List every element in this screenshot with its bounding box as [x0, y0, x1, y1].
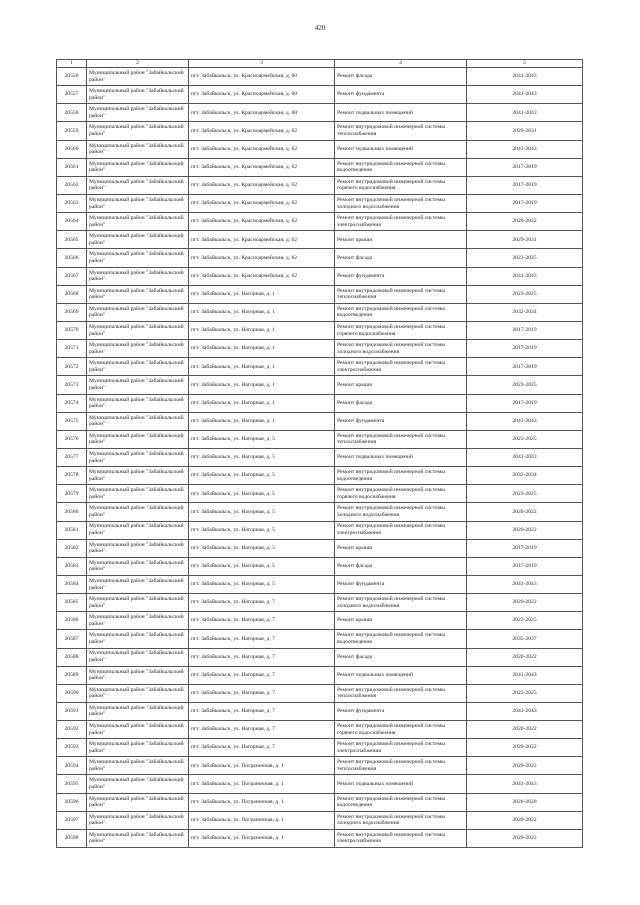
years-cell: 2041-2043 [467, 104, 583, 122]
row-number-cell: 20569 [57, 303, 87, 321]
table-row [57, 811, 583, 829]
years-cell: 2020-2022 [467, 829, 583, 847]
column-number: 2 [87, 60, 189, 68]
district-cell: Муниципальный район "Забайкальский район" [87, 430, 189, 448]
row-number-cell: 20565 [57, 231, 87, 249]
address-cell: пгт. Забайкальск, ул. Нагорная, д. 5 [189, 448, 335, 466]
address-cell: пгт. Забайкальск, ул. Нагорная, д. 5 [189, 557, 335, 575]
years-cell: 2017-2019 [467, 340, 583, 358]
years-cell: 2020-2022 [467, 213, 583, 231]
work-type-cell: Ремонт внутридомовой инженерной системы теплоснабжения [335, 122, 467, 140]
row-number-cell: 20560 [57, 140, 87, 158]
row-number-cell: 20568 [57, 285, 87, 303]
address-cell: пгт. Забайкальск, ул. Нагорная, д. 7 [189, 612, 335, 630]
row-number-cell: 20592 [57, 721, 87, 739]
table-row [57, 140, 583, 158]
column-number: 3 [189, 60, 335, 68]
table-row [57, 612, 583, 630]
district-cell: Муниципальный район "Забайкальский район" [87, 231, 189, 249]
district-cell: Муниципальный район "Забайкальский район" [87, 176, 189, 194]
years-cell: 2041-2043 [467, 775, 583, 793]
address-cell: пгт. Забайкальск, ул. Нагорная, д. 1 [189, 376, 335, 394]
row-number-cell: 20581 [57, 521, 87, 539]
address-cell: пгт. Забайкальск, ул. Красноармейская, д. 62 [189, 213, 335, 231]
table-row [57, 829, 583, 847]
table-row [57, 594, 583, 612]
table-row [57, 122, 583, 140]
district-cell: Муниципальный район "Забайкальский район" [87, 68, 189, 86]
work-type-cell: Ремонт внутридомовой инженерной системы горячего водоснабжения [335, 176, 467, 194]
years-cell: 2017-2019 [467, 394, 583, 412]
row-number-cell: 20556 [57, 68, 87, 86]
table-row [57, 194, 583, 212]
work-type-cell: Ремонт внутридомовой инженерной системы горячего водоснабжения [335, 721, 467, 739]
work-type-cell: Ремонт внутридомовой инженерной системы холодного водоснабжения [335, 594, 467, 612]
work-type-cell: Ремонт внутридомовой инженерной системы теплоснабжения [335, 684, 467, 702]
district-cell: Муниципальный район "Забайкальский район" [87, 702, 189, 720]
work-type-cell: Ремонт внутридомовой инженерной системы электроснабжения [335, 739, 467, 757]
address-cell: пгт. Забайкальск, ул. Нагорная, д. 5 [189, 430, 335, 448]
years-cell: 2041-2043 [467, 140, 583, 158]
address-cell: пгт. Забайкальск, ул. Нагорная, д. 7 [189, 721, 335, 739]
years-cell: 2020-2022 [467, 503, 583, 521]
district-cell: Муниципальный район "Забайкальский район" [87, 213, 189, 231]
district-cell: Муниципальный район "Забайкальский район" [87, 557, 189, 575]
work-type-cell: Ремонт фундамента [335, 575, 467, 593]
address-cell: пгт. Забайкальск, ул. Нагорная, д. 7 [189, 702, 335, 720]
work-type-cell: Ремонт подвальных помещений [335, 448, 467, 466]
years-cell: 2023-2025 [467, 612, 583, 630]
row-number-cell: 20573 [57, 376, 87, 394]
address-cell: пгт. Забайкальск, ул. Нагорная, д. 7 [189, 594, 335, 612]
years-cell: 2035-2037 [467, 630, 583, 648]
address-cell: пгт. Забайкальск, ул. Красноармейская, д. 62 [189, 140, 335, 158]
work-type-cell: Ремонт внутридомовой инженерной системы водоотведения [335, 467, 467, 485]
table-row [57, 648, 583, 666]
district-cell: Муниципальный район "Забайкальский район" [87, 739, 189, 757]
district-cell: Муниципальный район "Забайкальский район" [87, 358, 189, 376]
row-number-cell: 20571 [57, 340, 87, 358]
table-row [57, 557, 583, 575]
row-number-cell: 20596 [57, 793, 87, 811]
row-number-cell: 20590 [57, 684, 87, 702]
row-number-cell: 20564 [57, 213, 87, 231]
row-number-cell: 20585 [57, 594, 87, 612]
district-cell: Муниципальный район "Забайкальский район" [87, 503, 189, 521]
address-cell: пгт. Забайкальск, ул. Нагорная, д. 7 [189, 684, 335, 702]
table-row [57, 358, 583, 376]
row-number-cell: 20580 [57, 503, 87, 521]
table-row [57, 684, 583, 702]
years-cell: 2023-2025 [467, 485, 583, 503]
work-type-cell: Ремонт крыши [335, 231, 467, 249]
address-cell: пгт. Забайкальск, ул. Пограничная, д. 1 [189, 775, 335, 793]
row-number-cell: 20567 [57, 267, 87, 285]
work-type-cell: Ремонт внутридомовой инженерной системы водоотведения [335, 158, 467, 176]
district-cell: Муниципальный район "Забайкальский район" [87, 321, 189, 339]
district-cell: Муниципальный район "Забайкальский район" [87, 648, 189, 666]
table-row [57, 539, 583, 557]
years-cell: 2029-2031 [467, 122, 583, 140]
district-cell: Муниципальный район "Забайкальский район" [87, 684, 189, 702]
table-row [57, 702, 583, 720]
work-type-cell: Ремонт фасада [335, 557, 467, 575]
district-cell: Муниципальный район "Забайкальский район" [87, 630, 189, 648]
row-number-cell: 20595 [57, 775, 87, 793]
district-cell: Муниципальный район "Забайкальский район" [87, 376, 189, 394]
address-cell: пгт. Забайкальск, ул. Пограничная, д. 1 [189, 811, 335, 829]
years-cell: 2041-2043 [467, 575, 583, 593]
district-cell: Муниципальный район "Забайкальский район" [87, 267, 189, 285]
address-cell: пгт. Забайкальск, ул. Нагорная, д. 1 [189, 285, 335, 303]
work-type-cell: Ремонт фасада [335, 249, 467, 267]
address-cell: пгт. Забайкальск, ул. Нагорная, д. 1 [189, 321, 335, 339]
district-cell: Муниципальный район "Забайкальский район" [87, 303, 189, 321]
work-type-cell: Ремонт внутридомовой инженерной системы водоотведения [335, 630, 467, 648]
work-type-cell: Ремонт фундамента [335, 702, 467, 720]
work-type-cell: Ремонт внутридомовой инженерной системы теплоснабжения [335, 430, 467, 448]
district-cell: Муниципальный район "Забайкальский район" [87, 86, 189, 104]
work-type-cell: Ремонт внутридомовой инженерной системы холодного водоснабжения [335, 194, 467, 212]
row-number-cell: 20578 [57, 467, 87, 485]
address-cell: пгт. Забайкальск, ул. Нагорная, д. 1 [189, 340, 335, 358]
row-number-cell: 20583 [57, 557, 87, 575]
row-number-cell: 20566 [57, 249, 87, 267]
years-cell: 2041-2043 [467, 412, 583, 430]
years-cell: 2017-2019 [467, 321, 583, 339]
district-cell: Муниципальный район "Забайкальский район" [87, 721, 189, 739]
row-number-cell: 20594 [57, 757, 87, 775]
row-number-cell: 20576 [57, 430, 87, 448]
address-cell: пгт. Забайкальск, ул. Красноармейская, д. 62 [189, 176, 335, 194]
years-cell: 2020-2022 [467, 648, 583, 666]
work-type-cell: Ремонт фундамента [335, 86, 467, 104]
table-row [57, 158, 583, 176]
work-type-cell: Ремонт подвальных помещений [335, 104, 467, 122]
work-type-cell: Ремонт внутридомовой инженерной системы горячего водоснабжения [335, 485, 467, 503]
row-number-cell: 20579 [57, 485, 87, 503]
work-type-cell: Ремонт крыши [335, 539, 467, 557]
district-cell: Муниципальный район "Забайкальский район" [87, 666, 189, 684]
table-row [57, 267, 583, 285]
district-cell: Муниципальный район "Забайкальский район" [87, 612, 189, 630]
row-number-cell: 20577 [57, 448, 87, 466]
years-cell: 2023-2025 [467, 430, 583, 448]
years-cell: 2017-2019 [467, 539, 583, 557]
column-number: 1 [57, 60, 87, 68]
table-row [57, 430, 583, 448]
years-cell: 2032-2034 [467, 467, 583, 485]
years-cell: 2020-2022 [467, 721, 583, 739]
address-cell: пгт. Забайкальск, ул. Нагорная, д. 1 [189, 303, 335, 321]
district-cell: Муниципальный район "Забайкальский район" [87, 757, 189, 775]
address-cell: пгт. Забайкальск, ул. Пограничная, д. 1 [189, 793, 335, 811]
district-cell: Муниципальный район "Забайкальский район" [87, 467, 189, 485]
table-row [57, 775, 583, 793]
years-cell: 2020-2022 [467, 811, 583, 829]
row-number-cell: 20586 [57, 612, 87, 630]
district-cell: Муниципальный район "Забайкальский район" [87, 793, 189, 811]
column-number-row [57, 60, 583, 68]
table-row [57, 321, 583, 339]
work-type-cell: Ремонт внутридомовой инженерной системы горячего водоснабжения [335, 321, 467, 339]
years-cell: 2023-2025 [467, 684, 583, 702]
address-cell: пгт. Забайкальск, ул. Красноармейская, д. 62 [189, 158, 335, 176]
address-cell: пгт. Забайкальск, ул. Нагорная, д. 1 [189, 412, 335, 430]
column-number: 4 [335, 60, 467, 68]
table-row [57, 394, 583, 412]
years-cell: 2017-2019 [467, 358, 583, 376]
district-cell: Муниципальный район "Забайкальский район" [87, 575, 189, 593]
years-cell: 2020-2022 [467, 739, 583, 757]
district-cell: Муниципальный район "Забайкальский район" [87, 194, 189, 212]
address-cell: пгт. Забайкальск, ул. Нагорная, д. 7 [189, 739, 335, 757]
table-row [57, 86, 583, 104]
table-row [57, 249, 583, 267]
work-type-cell: Ремонт внутридомовой инженерной системы теплоснабжения [335, 757, 467, 775]
years-cell: 2023-2025 [467, 249, 583, 267]
table-row [57, 666, 583, 684]
district-cell: Муниципальный район "Забайкальский район" [87, 412, 189, 430]
row-number-cell: 20562 [57, 176, 87, 194]
table-row [57, 412, 583, 430]
years-cell: 2041-2043 [467, 666, 583, 684]
address-cell: пгт. Забайкальск, ул. Нагорная, д. 5 [189, 539, 335, 557]
address-cell: пгт. Забайкальск, ул. Нагорная, д. 7 [189, 630, 335, 648]
district-cell: Муниципальный район "Забайкальский район" [87, 104, 189, 122]
address-cell: пгт. Забайкальск, ул. Нагорная, д. 5 [189, 467, 335, 485]
table-row [57, 285, 583, 303]
district-cell: Муниципальный район "Забайкальский район" [87, 811, 189, 829]
row-number-cell: 20570 [57, 321, 87, 339]
work-type-cell: Ремонт внутридомовой инженерной системы холодного водоснабжения [335, 503, 467, 521]
table-row [57, 575, 583, 593]
work-type-cell: Ремонт внутридомовой инженерной системы электроснабжения [335, 829, 467, 847]
work-type-cell: Ремонт внутридомовой инженерной системы водоотведения [335, 793, 467, 811]
district-cell: Муниципальный район "Забайкальский район" [87, 249, 189, 267]
address-cell: пгт. Забайкальск, ул. Нагорная, д. 7 [189, 666, 335, 684]
work-type-cell: Ремонт фундамента [335, 267, 467, 285]
row-number-cell: 20574 [57, 394, 87, 412]
years-cell: 2023-2025 [467, 376, 583, 394]
work-type-cell: Ремонт подвальных помещений [335, 666, 467, 684]
address-cell: пгт. Забайкальск, ул. Нагорная, д. 1 [189, 358, 335, 376]
years-cell: 2029-2031 [467, 231, 583, 249]
registry-table [56, 59, 583, 848]
table-row [57, 176, 583, 194]
table-row [57, 721, 583, 739]
district-cell: Муниципальный район "Забайкальский район" [87, 158, 189, 176]
address-cell: пгт. Забайкальск, ул. Пограничная, д. 1 [189, 757, 335, 775]
table-row [57, 757, 583, 775]
years-cell: 2032-2034 [467, 303, 583, 321]
district-cell: Муниципальный район "Забайкальский район" [87, 448, 189, 466]
work-type-cell: Ремонт внутридомовой инженерной системы электроснабжения [335, 213, 467, 231]
work-type-cell: Ремонт фасада [335, 394, 467, 412]
district-cell: Муниципальный район "Забайкальский район" [87, 829, 189, 847]
table-row [57, 467, 583, 485]
district-cell: Муниципальный район "Забайкальский район" [87, 775, 189, 793]
work-type-cell: Ремонт фасада [335, 68, 467, 86]
work-type-cell: Ремонт внутридомовой инженерной системы водоотведения [335, 303, 467, 321]
row-number-cell: 20589 [57, 666, 87, 684]
row-number-cell: 20582 [57, 539, 87, 557]
district-cell: Муниципальный район "Забайкальский район" [87, 122, 189, 140]
table-row [57, 303, 583, 321]
address-cell: пгт. Забайкальск, ул. Красноармейская, д. 60 [189, 104, 335, 122]
years-cell: 2041-2043 [467, 448, 583, 466]
address-cell: пгт. Забайкальск, ул. Нагорная, д. 5 [189, 521, 335, 539]
work-type-cell: Ремонт внутридомовой инженерной системы электроснабжения [335, 358, 467, 376]
address-cell: пгт. Забайкальск, ул. Нагорная, д. 5 [189, 485, 335, 503]
years-cell: 2041-2043 [467, 86, 583, 104]
years-cell: 2026-2028 [467, 793, 583, 811]
table-row [57, 340, 583, 358]
work-type-cell: Ремонт внутридомовой инженерной системы холодного водоснабжения [335, 811, 467, 829]
row-number-cell: 20561 [57, 158, 87, 176]
address-cell: пгт. Забайкальск, ул. Красноармейская, д. 60 [189, 86, 335, 104]
work-type-cell: Ремонт внутридомовой инженерной системы холодного водоснабжения [335, 340, 467, 358]
address-cell: пгт. Забайкальск, ул. Нагорная, д. 5 [189, 503, 335, 521]
work-type-cell: Ремонт фундамента [335, 412, 467, 430]
table-row [57, 104, 583, 122]
district-cell: Муниципальный район "Забайкальский район" [87, 521, 189, 539]
work-type-cell: Ремонт подвальных помещений [335, 775, 467, 793]
row-number-cell: 20587 [57, 630, 87, 648]
column-number: 5 [467, 60, 583, 68]
district-cell: Муниципальный район "Забайкальский район" [87, 394, 189, 412]
row-number-cell: 20563 [57, 194, 87, 212]
district-cell: Муниципальный район "Забайкальский район" [87, 340, 189, 358]
table-row [57, 503, 583, 521]
address-cell: пгт. Забайкальск, ул. Красноармейская, д. 62 [189, 194, 335, 212]
years-cell: 2017-2019 [467, 557, 583, 575]
address-cell: пгт. Забайкальск, ул. Красноармейская, д. 60 [189, 68, 335, 86]
years-cell: 2020-2022 [467, 594, 583, 612]
district-cell: Муниципальный район "Забайкальский район" [87, 539, 189, 557]
district-cell: Муниципальный район "Забайкальский район" [87, 285, 189, 303]
address-cell: пгт. Забайкальск, ул. Красноармейская, д. 62 [189, 122, 335, 140]
table-row [57, 739, 583, 757]
years-cell: 2017-2019 [467, 176, 583, 194]
row-number-cell: 20584 [57, 575, 87, 593]
years-cell: 2020-2022 [467, 521, 583, 539]
years-cell: 2041-2043 [467, 702, 583, 720]
row-number-cell: 20558 [57, 104, 87, 122]
district-cell: Муниципальный район "Забайкальский район" [87, 485, 189, 503]
address-cell: пгт. Забайкальск, ул. Пограничная, д. 1 [189, 829, 335, 847]
address-cell: пгт. Забайкальск, ул. Красноармейская, д. 62 [189, 231, 335, 249]
address-cell: пгт. Забайкальск, ул. Красноармейская, д. 62 [189, 267, 335, 285]
years-cell: 2020-2022 [467, 757, 583, 775]
row-number-cell: 20597 [57, 811, 87, 829]
table-row [57, 630, 583, 648]
row-number-cell: 20598 [57, 829, 87, 847]
work-type-cell: Ремонт фасада [335, 648, 467, 666]
work-type-cell: Ремонт внутридомовой инженерной системы теплоснабжения [335, 285, 467, 303]
row-number-cell: 20591 [57, 702, 87, 720]
table-row [57, 793, 583, 811]
address-cell: пгт. Забайкальск, ул. Нагорная, д. 1 [189, 394, 335, 412]
row-number-cell: 20593 [57, 739, 87, 757]
row-number-cell: 20588 [57, 648, 87, 666]
row-number-cell: 20559 [57, 122, 87, 140]
years-cell: 2023-2025 [467, 285, 583, 303]
district-cell: Муниципальный район "Забайкальский район" [87, 594, 189, 612]
page-number: 420 [314, 24, 326, 32]
years-cell: 2041-2043 [467, 267, 583, 285]
row-number-cell: 20575 [57, 412, 87, 430]
work-type-cell: Ремонт подвальных помещений [335, 140, 467, 158]
address-cell: пгт. Забайкальск, ул. Красноармейская, д. 62 [189, 249, 335, 267]
years-cell: 2041-2043 [467, 68, 583, 86]
table-row [57, 448, 583, 466]
address-cell: пгт. Забайкальск, ул. Нагорная, д. 5 [189, 575, 335, 593]
row-number-cell: 20557 [57, 86, 87, 104]
work-type-cell: Ремонт внутридомовой инженерной системы электроснабжения [335, 521, 467, 539]
table-row [57, 521, 583, 539]
district-cell: Муниципальный район "Забайкальский район" [87, 140, 189, 158]
years-cell: 2017-2019 [467, 194, 583, 212]
table-row [57, 231, 583, 249]
table-row [57, 213, 583, 231]
table-row [57, 68, 583, 86]
row-number-cell: 20572 [57, 358, 87, 376]
work-type-cell: Ремонт крыши [335, 612, 467, 630]
address-cell: пгт. Забайкальск, ул. Нагорная, д. 7 [189, 648, 335, 666]
years-cell: 2017-2019 [467, 158, 583, 176]
table-row [57, 485, 583, 503]
table-row [57, 376, 583, 394]
work-type-cell: Ремонт крыши [335, 376, 467, 394]
